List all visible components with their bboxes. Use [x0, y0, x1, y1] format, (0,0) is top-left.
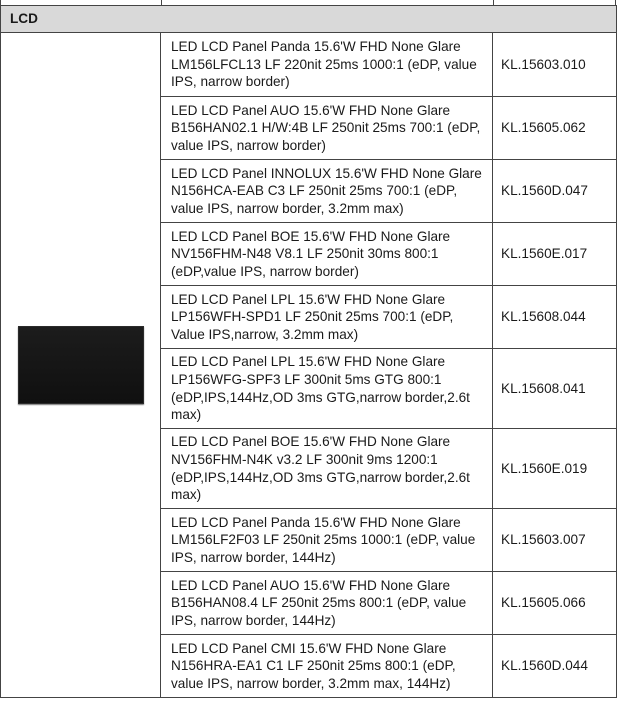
part-code: KL.1560E.019	[493, 429, 617, 509]
image-cell	[1, 33, 161, 698]
part-code: KL.1560D.047	[493, 160, 617, 223]
part-code: KL.1560D.044	[493, 635, 617, 698]
part-description: LED LCD Panel BOE 15.6'W FHD None Glare NV156FHM-N4K v3.2 LF 300nit 9ms 1200:1 (eDP,IPS,144Hz,OD 3ms GTG,narrow border,2.6t max)	[161, 429, 493, 509]
part-description: LED LCD Panel Panda 15.6'W FHD None Glare LM156LFCL13 LF 220nit 25ms 1000:1 (eDP, value IPS, narrow border)	[161, 33, 493, 97]
lcd-parts-table	[0, 5, 617, 698]
part-description: LED LCD Panel AUO 15.6'W FHD None Glare B156HAN02.1 H/W:4B LF 250nit 25ms 700:1 (eDP, value IPS, narrow border)	[161, 97, 493, 160]
part-code: KL.15608.041	[493, 349, 617, 429]
part-code: KL.15603.007	[493, 509, 617, 572]
part-description: LED LCD Panel LPL 15.6'W FHD None Glare LP156WFH-SPD1 LF 250nit 25ms 700:1 (eDP, Value IPS,narrow, 3.2mm max)	[161, 286, 493, 349]
part-code: KL.15605.062	[493, 97, 617, 160]
part-description: LED LCD Panel CMI 15.6'W FHD None Glare N156HRA-EA1 C1 LF 250nit 25ms 800:1 (eDP, value IPS, narrow border, 3.2mm max, 144Hz)	[161, 635, 493, 698]
part-description: LED LCD Panel LPL 15.6'W FHD None Glare LP156WFG-SPF3 LF 300nit 5ms GTG 800:1 (eDP,IPS,144Hz,OD 3ms GTG,narrow border,2.6t max)	[161, 349, 493, 429]
lcd-panel-image	[18, 326, 144, 404]
section-title: LCD	[1, 6, 617, 33]
table-row	[1, 33, 617, 97]
part-code: KL.15603.010	[493, 33, 617, 97]
part-description: LED LCD Panel AUO 15.6'W FHD None Glare B156HAN08.4 LF 250nit 25ms 800:1 (eDP, value IPS, narrow border, 144Hz)	[161, 572, 493, 635]
part-code: KL.15605.066	[493, 572, 617, 635]
part-code: KL.15608.044	[493, 286, 617, 349]
part-description: LED LCD Panel Panda 15.6'W FHD None Glare LM156LF2F03 LF 250nit 25ms 1000:1 (eDP, value IPS, narrow border, 144Hz)	[161, 509, 493, 572]
part-description: LED LCD Panel BOE 15.6'W FHD None Glare NV156FHM-N48 V8.1 LF 250nit 30ms 800:1 (eDP,value IPS, narrow border)	[161, 223, 493, 286]
part-code: KL.1560E.017	[493, 223, 617, 286]
part-description: LED LCD Panel INNOLUX 15.6'W FHD None Glare N156HCA-EAB C3 LF 250nit 25ms 700:1 (eDP, value IPS, narrow border, 3.2mm max)	[161, 160, 493, 223]
section-header-row	[1, 6, 617, 33]
